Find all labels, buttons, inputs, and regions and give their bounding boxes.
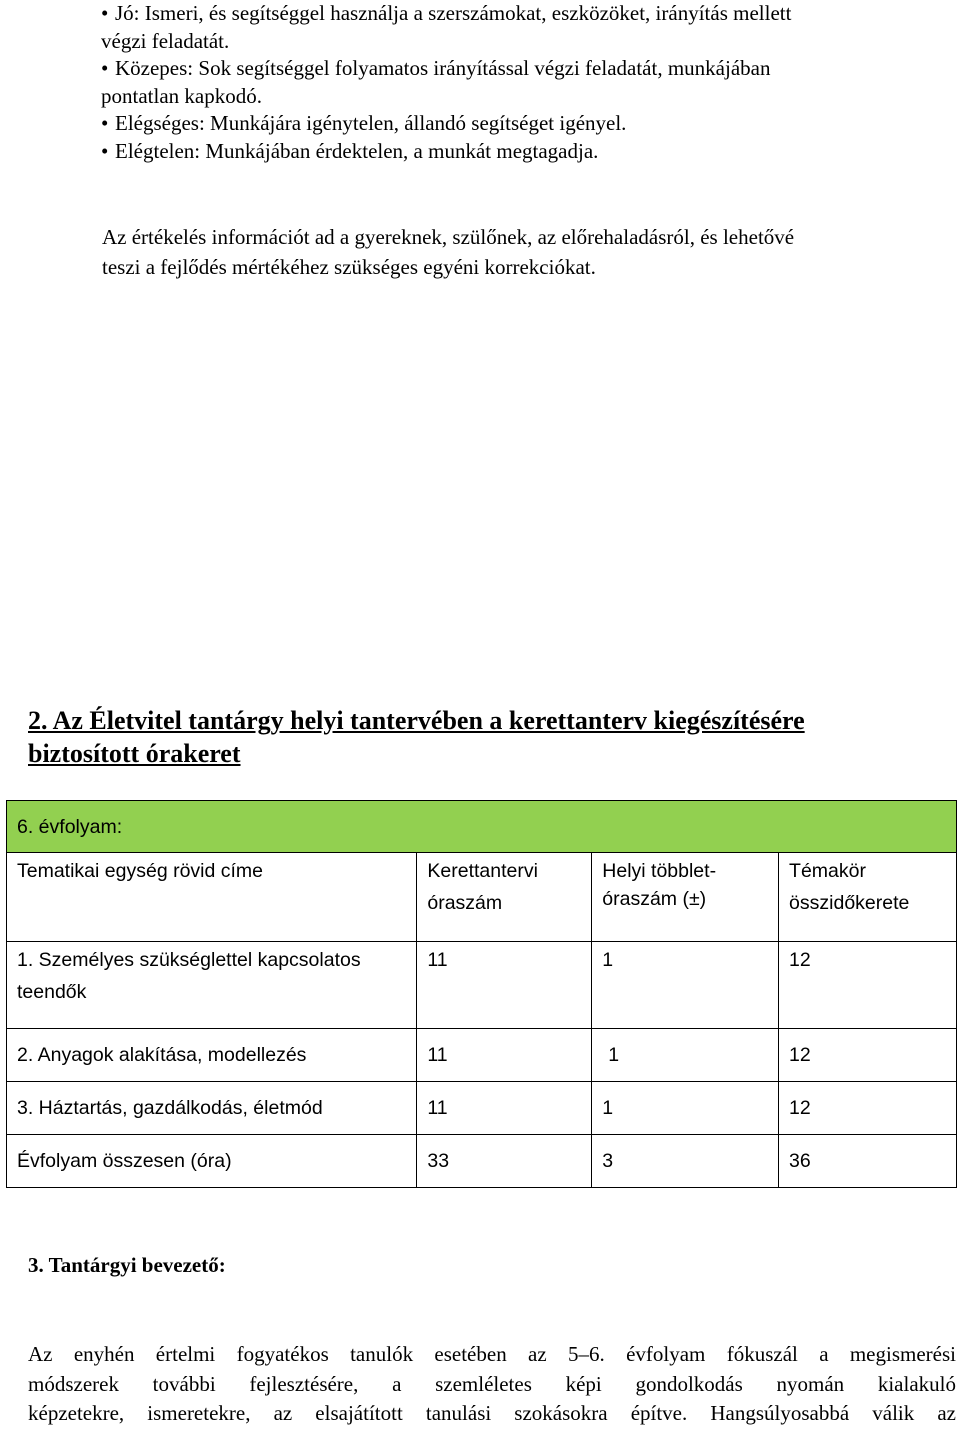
evaluation-bullet-list <box>101 0 921 165</box>
table-total-row <box>7 1135 957 1188</box>
helyi-cell: 1 <box>592 1029 779 1082</box>
header-text: Kerettantervi <box>427 860 538 882</box>
intro-line: Az enyhén értelmi fogyatékos tanulók esetében az 5–6. évfolyam fókuszál a megismerési <box>28 1342 956 1366</box>
header-text: Témakör <box>789 860 866 882</box>
ossz-cell: 12 <box>779 1082 957 1135</box>
helyi-cell: 1 <box>592 942 779 1029</box>
row-title-cell <box>7 942 417 1029</box>
header-cell <box>7 853 417 942</box>
keret-cell: 11 <box>417 1082 592 1135</box>
header-cell <box>417 853 592 942</box>
section-3-heading: 3. Tantárgyi bevezető: <box>28 1253 226 1277</box>
row-title-cell: Évfolyam összesen (óra) <box>7 1135 417 1188</box>
bullet-text: Közepes: Sok segítséggel folyamatos irányítással végzi feladatát, munkájában <box>115 56 771 80</box>
header-text: óraszám (±) <box>602 888 707 910</box>
paragraph-line: Az értékelés információt ad a gyereknek, szülőnek, az előrehaladásról, és lehetővé <box>102 225 795 249</box>
bullet-item-elegseges <box>101 110 921 138</box>
header-cell <box>592 853 779 942</box>
bullet-text: Elégséges: Munkájára igénytelen, állandó segítséget igényel. <box>115 111 627 135</box>
keret-cell: 11 <box>417 1029 592 1082</box>
intro-paragraph <box>28 1340 956 1429</box>
header-text: óraszám <box>427 892 503 914</box>
bullet-glyph: • <box>101 56 109 80</box>
table-row <box>7 1029 957 1082</box>
intro-line: módszerek további fejlesztésére, a szemléletes képi gondolkodás nyomán kialakuló <box>28 1371 956 1396</box>
row-title: 1. Személyes szükséglettel kapcsolatos <box>17 949 361 971</box>
row-title-cell: 2. Anyagok alakítása, modellezés <box>7 1029 417 1082</box>
hours-table <box>6 800 957 1188</box>
heading-line: 2. Az Életvitel tantárgy helyi tantervében a kerettanterv kiegészítésére <box>28 706 805 735</box>
bullet-item-elegtelen <box>101 138 921 166</box>
heading-line: biztosított órakeret <box>28 739 241 768</box>
helyi-cell: 3 <box>592 1135 779 1188</box>
header-text: Helyi többlet- <box>602 860 717 882</box>
ossz-cell: 12 <box>779 942 957 1029</box>
bullet-text-cont: pontatlan kapkodó. <box>101 83 262 108</box>
grade-label: 6. évfolyam: <box>7 801 957 853</box>
helyi-cell: 1 <box>592 1082 779 1135</box>
bullet-item-kozepes <box>101 55 921 110</box>
ossz-cell: 36 <box>779 1135 957 1188</box>
bullet-glyph: • <box>101 1 109 25</box>
ossz-cell: 12 <box>779 1029 957 1082</box>
header-text: összidőkerete <box>789 892 910 914</box>
bullet-glyph: • <box>101 111 109 135</box>
section-2-heading <box>28 704 928 770</box>
header-text: Tematikai egység rövid címe <box>17 860 264 882</box>
keret-cell: 33 <box>417 1135 592 1188</box>
bullet-text-cont: végzi feladatát. <box>101 28 230 53</box>
paragraph-line: teszi a fejlődés mértékéhez szükséges egyéni korrekciókat. <box>102 255 596 279</box>
keret-cell: 11 <box>417 942 592 1029</box>
table-row <box>7 942 957 1029</box>
row-title-cont: teendők <box>17 981 87 1003</box>
table-row <box>7 1082 957 1135</box>
bullet-item-jo <box>101 0 921 55</box>
bullet-glyph: • <box>101 138 109 163</box>
table-header-row <box>7 853 957 942</box>
bullet-text: Jó: Ismeri, és segítséggel használja a szerszámokat, eszközöket, irányítás mellett <box>115 1 792 25</box>
intro-line: képzetekre, ismeretekre, az elsajátított tanulási szokásokra építve. Hangsúlyosabbá válik az <box>28 1401 956 1425</box>
grade-row <box>7 801 957 853</box>
evaluation-paragraph <box>102 222 922 282</box>
row-title-cell: 3. Háztartás, gazdálkodás, életmód <box>7 1082 417 1135</box>
bullet-text: Elégtelen: Munkájában érdektelen, a munkát megtagadja. <box>115 138 599 163</box>
header-cell <box>779 853 957 942</box>
